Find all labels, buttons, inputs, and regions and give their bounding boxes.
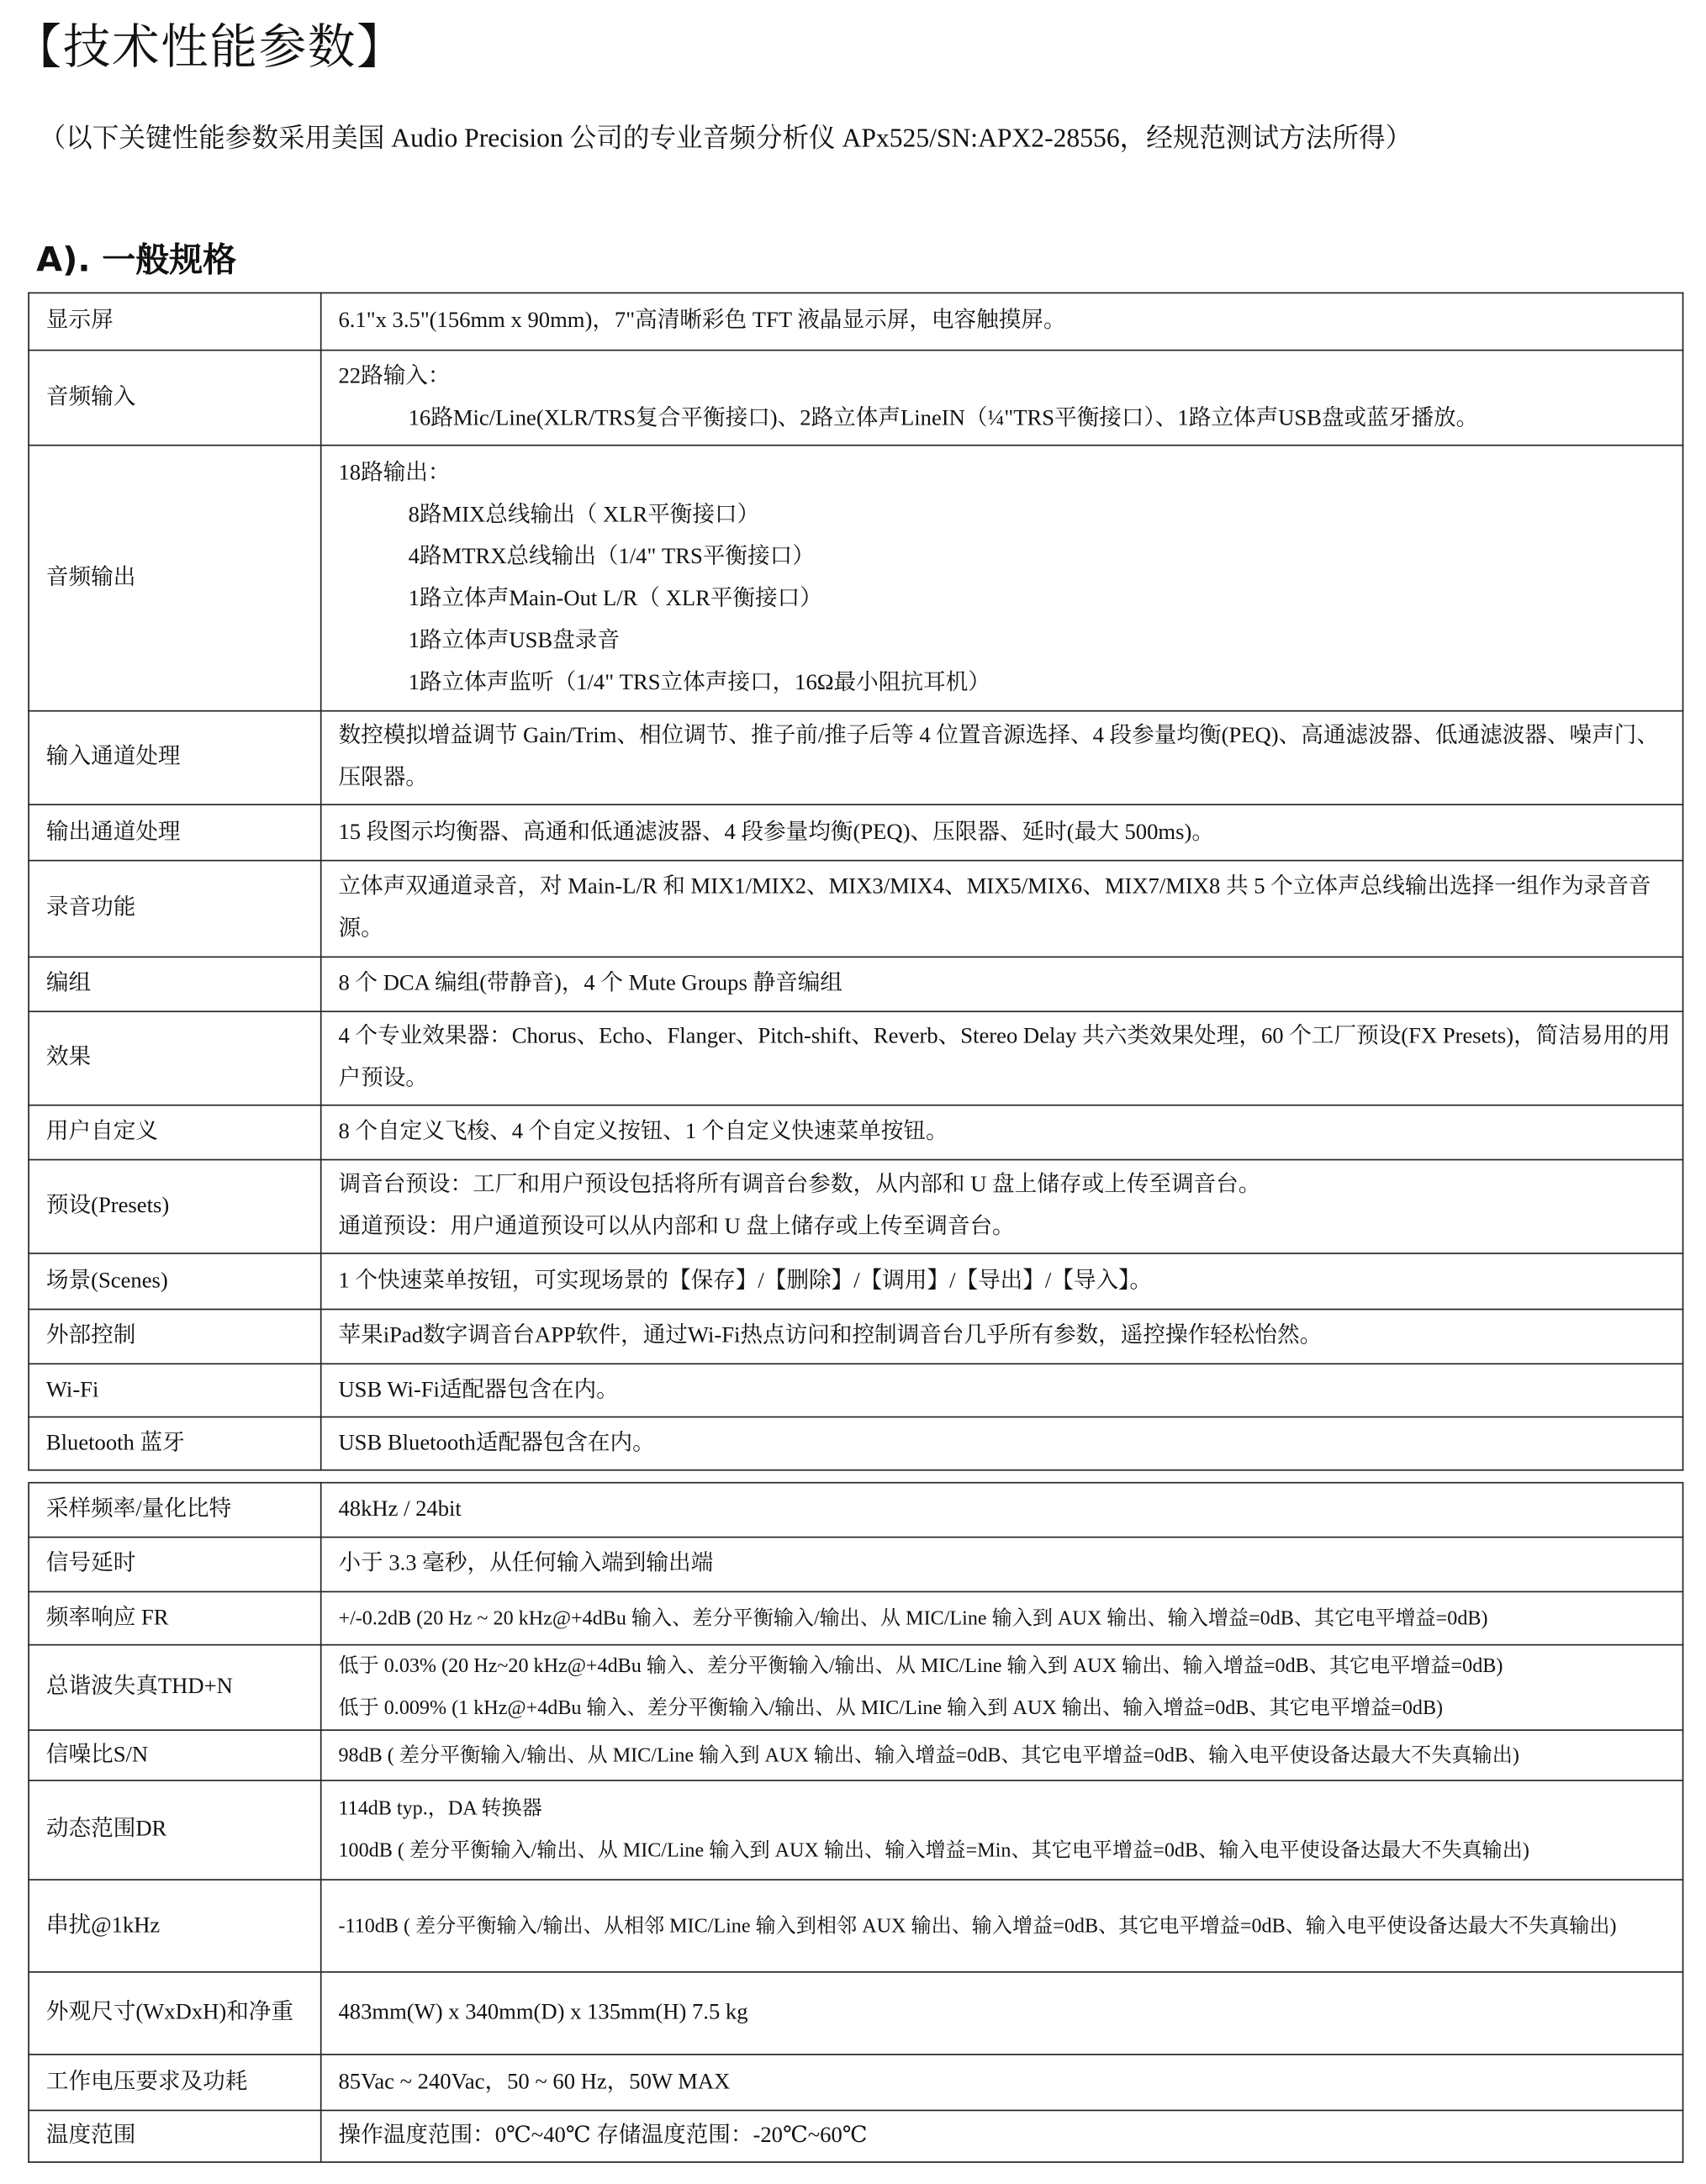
spec-value [321, 1538, 1683, 1592]
spec-label: 音频输出 [29, 446, 321, 711]
table-separator [29, 1470, 1682, 1483]
spec-line: 18路输出： [338, 460, 451, 485]
table-row [29, 1011, 1682, 1105]
spec-label: Wi-Fi [29, 1364, 321, 1416]
table-row [29, 1105, 1682, 1160]
spec-line: 6.1"x 3.5"(156mm x 90mm)，7"高清晰彩色 TFT 液晶显示屏，电容触摸屏。 [338, 309, 1066, 333]
table-row [29, 1253, 1682, 1310]
spec-label: 串扰@1kHz [29, 1880, 321, 1972]
spec-label: 温度范围 [29, 2110, 321, 2162]
spec-line: 8路MIX总线输出（ XLR平衡接口） [408, 502, 760, 527]
subtitle: （以下关键性能参数采用美国 Audio Precision 公司的专业音频分析仪 APx525/SN:APX2-28556，经规范测试方法所得） [39, 124, 1413, 154]
spec-line: 1路立体声USB盘录音 [408, 628, 620, 652]
spec-line: 8 个自定义飞梭、4 个自定义按钮、1 个自定义快速菜单按钮。 [338, 1120, 948, 1144]
table-row [29, 1730, 1682, 1780]
spec-value [321, 1309, 1683, 1364]
spec-label: 频率响应 FR [29, 1591, 321, 1644]
spec-value [321, 711, 1683, 804]
spec-line: 114dB typ.，DA 转换器 [338, 1797, 542, 1821]
table-row [29, 804, 1682, 861]
table-row [29, 1880, 1682, 1972]
table-row [29, 1780, 1682, 1880]
spec-line: 1路立体声Main-Out L/R（ XLR平衡接口） [408, 586, 822, 610]
table-row [29, 446, 1682, 711]
spec-label: 外部控制 [29, 1309, 321, 1364]
spec-line: 15 段图示均衡器、高通和低通滤波器、4 段参量均衡(PEQ)、压限器、延时(最大 500ms)。 [338, 820, 1214, 844]
separator [29, 1470, 1682, 1483]
spec-line: 苹果iPad数字调音台APP软件，通过Wi-Fi热点访问和控制调音台几乎所有参数，遥控操作轻松怡然。 [338, 1323, 1323, 1348]
spec-value [321, 1364, 1683, 1416]
spec-line: 4 个专业效果器：Chorus、Echo、Flanger、Pitch-shift、Reverb、Stereo Delay 共六类效果处理，60 个工厂预设(FX Presets)，简洁易用的用户预设。 [338, 1025, 1671, 1091]
spec-line: 低于 0.009% (1 kHz@+4dBu 输入、差分平衡输入/输出、从 MIC/Line 输入到 AUX 输出、输入增益=0dB、其它电平增益=0dB) [338, 1697, 1444, 1720]
spec-value [321, 1972, 1683, 2055]
spec-label: 预设(Presets) [29, 1160, 321, 1253]
spec-label: 信噪比S/N [29, 1730, 321, 1780]
spec-line: USB Bluetooth适配器包含在内。 [338, 1431, 655, 1455]
spec-value [321, 351, 1683, 446]
spec-line: +/-0.2dB (20 Hz ~ 20 kHz@+4dBu 输入、差分平衡输入/输出、从 MIC/Line 输入到 AUX 输出、输入增益=0dB、其它电平增益=0dB) [338, 1606, 1488, 1630]
spec-value [321, 293, 1683, 350]
table-row [29, 2055, 1682, 2111]
spec-line: 98dB ( 差分平衡输入/输出、从 MIC/Line 输入到 AUX 输出、输入增益=0dB、其它电平增益=0dB、输入电平使设备达最大不失真输出) [338, 1744, 1519, 1767]
spec-value [321, 2110, 1683, 2162]
spec-label: 场景(Scenes) [29, 1253, 321, 1310]
spec-line: -110dB ( 差分平衡输入/输出、从相邻 MIC/Line 输入到相邻 AUX 输出、输入增益=0dB、其它电平增益=0dB、输入电平使设备达最大不失真输出) [338, 1914, 1617, 1938]
spec-label: 显示屏 [29, 293, 321, 350]
table-row [29, 1309, 1682, 1364]
spec-value [321, 804, 1683, 861]
spec-label: 外观尺寸(WxDxH)和净重 [29, 1972, 321, 2055]
table-row [29, 1591, 1682, 1644]
table-row [29, 1645, 1682, 1730]
spec-value [321, 446, 1683, 711]
table-row [29, 1483, 1682, 1538]
spec-label: 输出通道处理 [29, 804, 321, 861]
spec-value [321, 1160, 1683, 1253]
spec-label: 输入通道处理 [29, 711, 321, 804]
spec-line: 22路输入： [338, 364, 451, 388]
table-row [29, 293, 1682, 350]
section-heading: A). 一般规格 [36, 240, 237, 280]
spec-label: 音频输入 [29, 351, 321, 446]
spec-line: 立体声双通道录音，对 Main-L/R 和 MIX1/MIX2、MIX3/MIX4、MIX5/MIX6、MIX7/MIX8 共 5 个立体声总线输出选择一组作为录音音源。 [338, 875, 1651, 942]
spec-value [321, 2055, 1683, 2111]
spec-value [321, 1105, 1683, 1160]
table-row [29, 2110, 1682, 2162]
spec-value [321, 1730, 1683, 1780]
spec-line: 操作温度范围：0℃~40℃ 存储温度范围：-20℃~60℃ [338, 2123, 868, 2148]
table-row [29, 1972, 1682, 2055]
spec-value [321, 1011, 1683, 1105]
spec-label: 用户自定义 [29, 1105, 321, 1160]
spec-line: 低于 0.03% (20 Hz~20 kHz@+4dBu 输入、差分平衡输入/输出、从 MIC/Line 输入到 AUX 输出、输入增益=0dB、其它电平增益=0dB) [338, 1655, 1503, 1678]
table-row [29, 861, 1682, 957]
spec-label: 工作电压要求及功耗 [29, 2055, 321, 2111]
spec-line: 调音台预设：工厂和用户预设包括将所有调音台参数，从内部和 U 盘上储存或上传至调音台。 [338, 1173, 1261, 1197]
spec-line: 483mm(W) x 340mm(D) x 135mm(H) 7.5 kg [338, 2000, 748, 2025]
spec-line: 85Vac ~ 240Vac，50 ~ 60 Hz，50W MAX [338, 2070, 731, 2094]
spec-label: 采样频率/量化比特 [29, 1483, 321, 1538]
table-row [29, 1160, 1682, 1253]
table-row [29, 957, 1682, 1011]
spec-value [321, 1483, 1683, 1538]
spec-line: 100dB ( 差分平衡输入/输出、从 MIC/Line 输入到 AUX 输出、输入增益=Min、其它电平增益=0dB、输入电平使设备达最大不失真输出) [338, 1839, 1529, 1863]
spec-value [321, 1253, 1683, 1310]
spec-table [28, 293, 1683, 2163]
table-row [29, 1538, 1682, 1592]
spec-line: 1 个快速菜单按钮，可实现场景的【保存】/【删除】/【调用】/【导出】/【导入】。 [338, 1269, 1153, 1293]
spec-line: 4路MTRX总线输出（1/4" TRS平衡接口） [408, 544, 815, 569]
spec-label: 效果 [29, 1011, 321, 1105]
spec-label: Bluetooth 蓝牙 [29, 1417, 321, 1470]
spec-line: 8 个 DCA 编组(带静音)，4 个 Mute Groups 静音编组 [338, 971, 842, 996]
spec-line: 数控模拟增益调节 Gain/Trim、相位调节、推子前/推子后等 4 位置音源选择、4 段参量均衡(PEQ)、高通滤波器、低通滤波器、噪声门、压限器。 [338, 724, 1659, 790]
page-title: 【技术性能参数】 [13, 19, 406, 76]
spec-line: 48kHz / 24bit [338, 1497, 462, 1522]
spec-line: USB Wi-Fi适配器包含在内。 [338, 1377, 619, 1402]
spec-label: 动态范围DR [29, 1780, 321, 1880]
spec-value [321, 1591, 1683, 1644]
table-row [29, 351, 1682, 446]
table-row [29, 1417, 1682, 1470]
spec-line: 1路立体声监听（1/4" TRS立体声接口，16Ω最小阻抗耳机） [408, 670, 990, 694]
spec-value [321, 957, 1683, 1011]
spec-label: 总谐波失真THD+N [29, 1645, 321, 1730]
table-row [29, 711, 1682, 804]
spec-value [321, 1645, 1683, 1730]
spec-line: 小于 3.3 毫秒，从任何输入端到输出端 [338, 1552, 714, 1576]
spec-value [321, 1880, 1683, 1972]
spec-label: 编组 [29, 957, 321, 1011]
table-row [29, 1364, 1682, 1416]
spec-label: 信号延时 [29, 1538, 321, 1592]
spec-line: 通道预设：用户通道预设可以从内部和 U 盘上储存或上传至调音台。 [338, 1215, 1015, 1239]
spec-label: 录音功能 [29, 861, 321, 957]
spec-line: 16路Mic/Line(XLR/TRS复合平衡接口)、2路立体声LineIN（¼"TRS平衡接口）、1路立体声USB盘或蓝牙播放。 [408, 406, 1479, 430]
spec-value [321, 1780, 1683, 1880]
spec-value [321, 861, 1683, 957]
spec-value [321, 1417, 1683, 1470]
